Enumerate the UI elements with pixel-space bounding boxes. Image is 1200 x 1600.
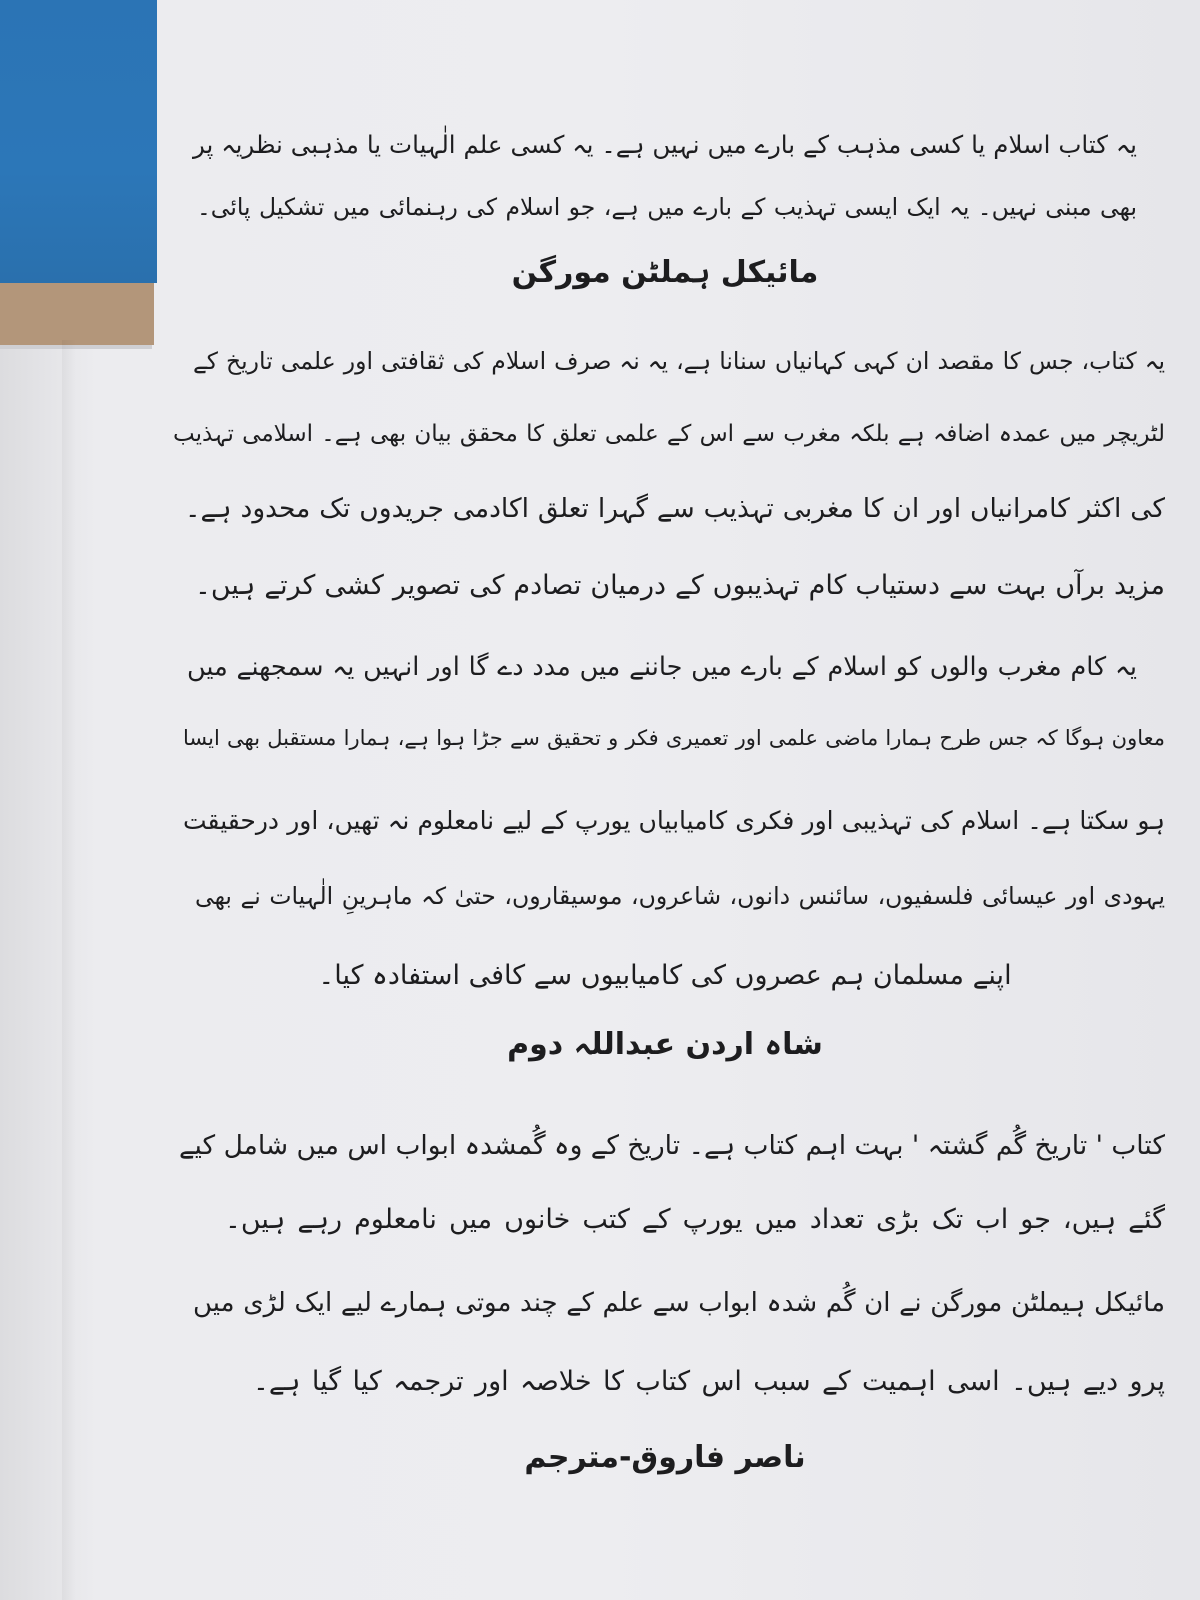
cover-blue-stripe	[0, 0, 157, 283]
quote-2-line-2: لٹریچر میں عمدہ اضافہ ہے بلکہ مغرب سے اس کے علمی تعلق کا محقق بیان بھی ہے۔ اسلامی تہذیب	[173, 421, 1165, 447]
quote-2-line-7: ہو سکتا ہے۔ اسلام کی تہذیبی اور فکری کامیابیاں یورپ کے لیے نامعلوم نہ تھیں، اور درحقیقت	[183, 806, 1165, 835]
quote-3-line-1: کتاب ' تاریخ گُم گشتہ ' بہت اہم کتاب ہے۔ تاریخ کے وہ گُمشدہ ابواب اس میں شامل کیے	[179, 1130, 1165, 1161]
quote-1-line-1: یہ کتاب اسلام یا کسی مذہب کے بارے میں نہیں ہے۔ یہ کسی علم الٰہیات یا مذہبی نظریہ پر	[193, 130, 1137, 159]
quote-1-line-2: بھی مبنی نہیں۔ یہ ایک ایسی تہذیب کے بارے میں ہے، جو اسلام کی رہنمائی میں تشکیل پائی۔	[197, 193, 1137, 221]
quote-2-line-6: معاون ہوگا کہ جس طرح ہمارا ماضی علمی اور تعمیری فکر و تحقیق سے جڑا ہوا ہے، ہمارا مستقبل بھی ایسا	[183, 726, 1165, 750]
quote-3-attribution: ناصر فاروق-مترجم	[524, 1440, 806, 1475]
cover-stripe-edge	[0, 345, 152, 349]
quote-2-line-1: یہ کتاب، جس کا مقصد ان کہی کہانیاں سنانا ہے، یہ نہ صرف اسلام کی ثقافتی اور علمی تاریخ کے	[193, 347, 1165, 375]
quote-3-line-4: پرو دیے ہیں۔ اسی اہمیت کے سبب اس کتاب کا خلاصہ اور ترجمہ کیا گیا ہے۔	[253, 1366, 1165, 1397]
endorsements-text	[165, 0, 1165, 1600]
cover-tan-stripe	[0, 283, 154, 345]
quote-2-line-9: اپنے مسلمان ہم عصروں کی کامیابیوں سے کافی استفادہ کیا۔	[318, 960, 1012, 991]
quote-2-line-5: یہ کام مغرب والوں کو اسلام کے بارے میں جاننے میں مدد دے گا اور انہیں یہ سمجھنے میں	[187, 652, 1137, 682]
quote-2-attribution: شاہ اردن عبداللہ دوم	[507, 1027, 823, 1062]
quote-3-line-3: مائیکل ہیملٹن مورگن نے ان گُم شدہ ابواب سے علم کے چند موتی ہمارے لیے ایک لڑی میں	[193, 1288, 1165, 1318]
quote-2-line-4: مزید برآں بہت سے دستیاب کام تہذیبوں کے درمیان تصادم کی تصویر کشی کرتے ہیں۔	[195, 570, 1165, 601]
quote-3-line-2: گئے ہیں، جو اب تک بڑی تعداد میں یورپ کے کتب خانوں میں نامعلوم رہے ہیں۔	[225, 1204, 1165, 1235]
quote-2-line-3: کی اکثر کامرانیاں اور ان کا مغربی تہذیب سے گہرا تعلق اکادمی جریدوں تک محدود ہے۔	[185, 493, 1165, 524]
quote-1-attribution: مائیکل ہملٹن مورگن	[511, 255, 819, 290]
quote-2-line-8: یہودی اور عیسائی فلسفیوں، سائنس دانوں، شاعروں، موسیقاروں، حتیٰ کہ ماہرینِ الٰہیات نے بھی	[195, 882, 1165, 910]
page-fold-shadow	[62, 340, 76, 1600]
